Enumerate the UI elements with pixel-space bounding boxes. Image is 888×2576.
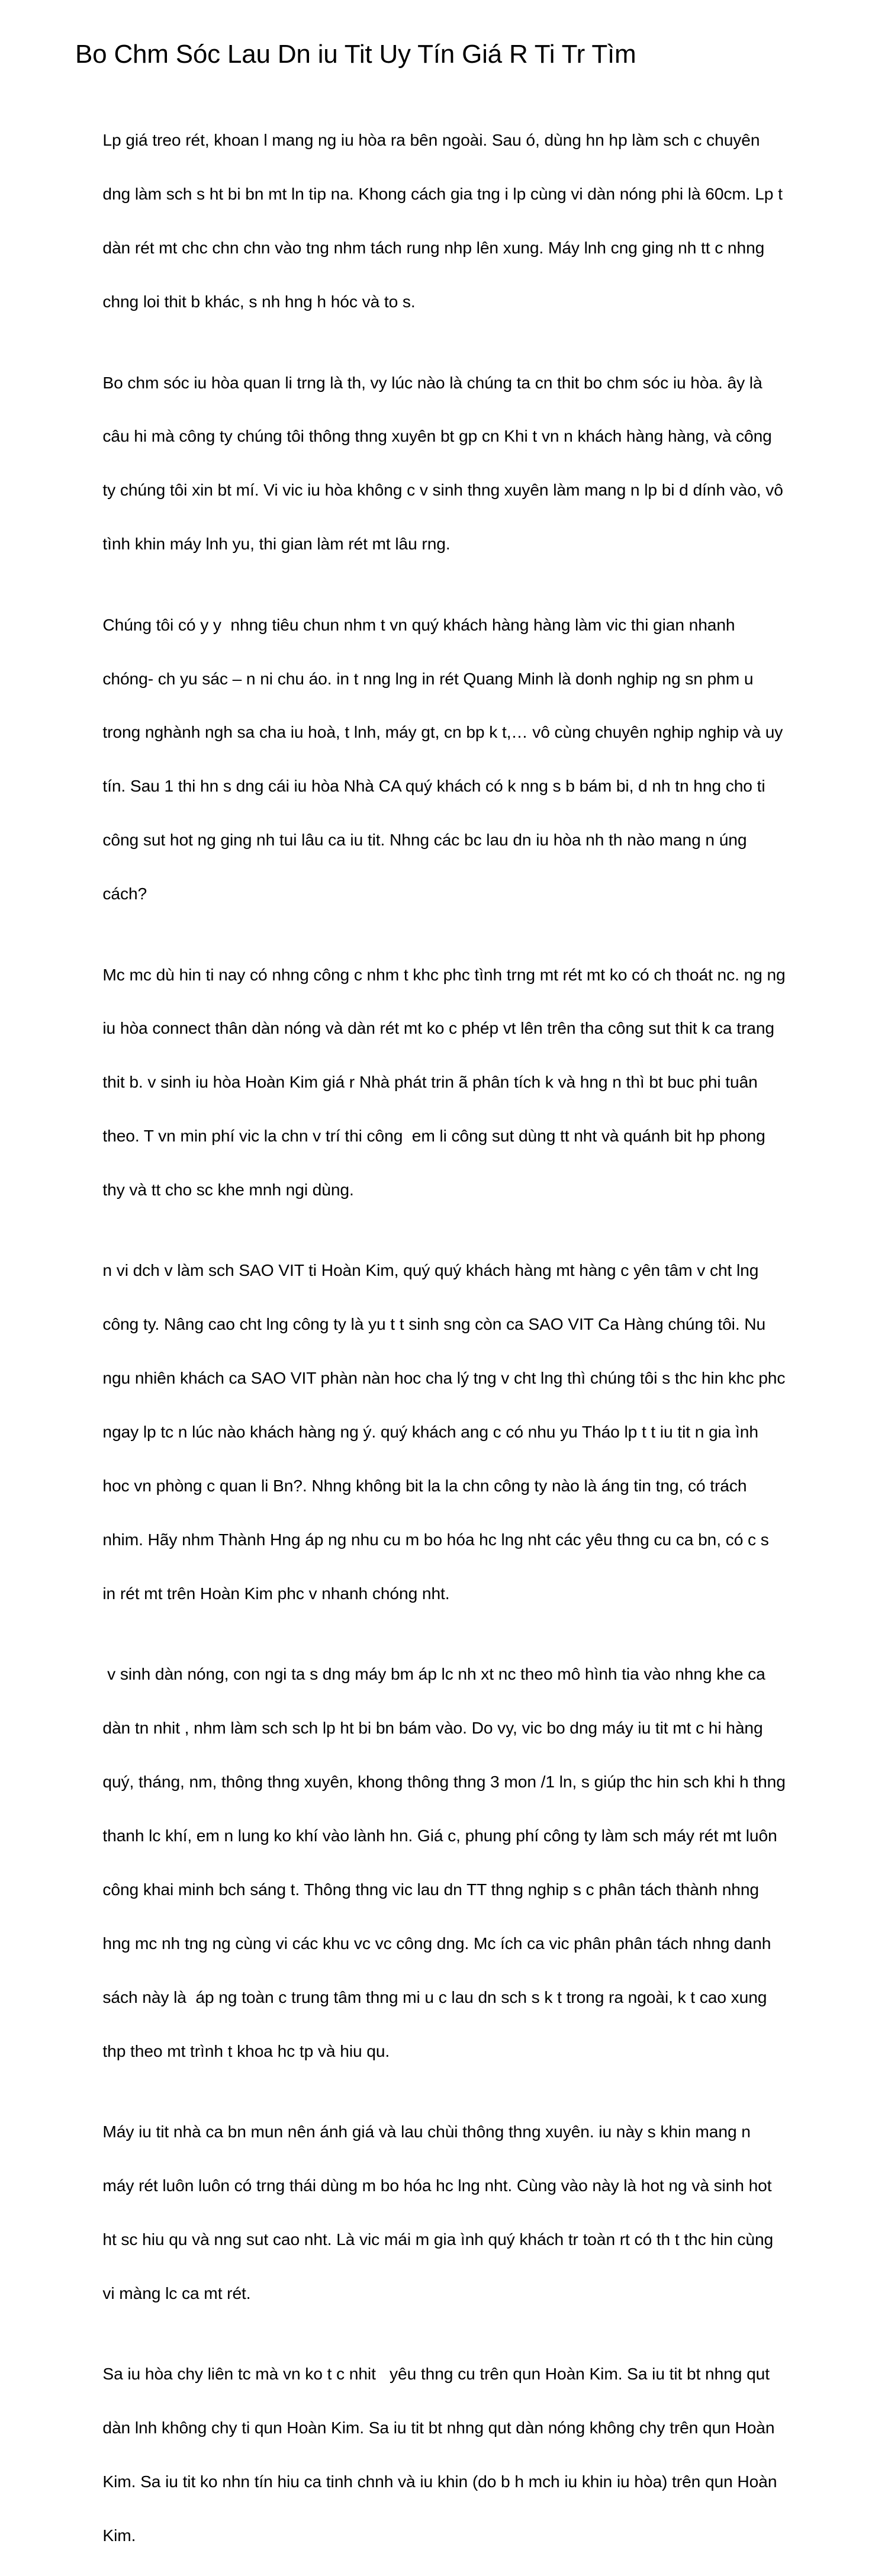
text-line: ht sc hiu qu và nng sut cao nht. Là vic mái m gia ình quý khách tr toàn rt có th t thc hin cùng xyxy=(102,2229,774,2249)
text-line: công ty. Nâng cao cht lng công ty là yu t t sinh sng còn ca SAO VIT Ca Hàng chúng tôi. Nu xyxy=(102,1314,766,1334)
text-line: dàn lnh không chy ti qun Hoàn Kim. Sa iu tit bt nhng qut dàn nóng không chy trên qun Hoàn xyxy=(102,2417,775,2437)
text-line: tín. Sau 1 thi hn s dng cái iu hòa Nhà CA quý khách có k nng s b bám bi, d nh tn hng cho ti xyxy=(102,776,765,796)
text-line: Máy iu tit nhà ca bn mun nên ánh giá và lau chùi thông thng xuyên. iu này s khin mang n xyxy=(102,2121,751,2141)
text-line: Chúng tôi có y y nhng tiêu chun nhm t vn quý khách hàng hàng làm vic thi gian nhanh xyxy=(102,615,735,634)
paragraph xyxy=(75,1634,825,2092)
text-line: thy và tt cho sc khe mnh ngi dùng. xyxy=(102,1180,354,1199)
text-line: vi màng lc ca mt rét. xyxy=(102,2283,251,2302)
text-line: câu hi mà công ty chúng tôi thông thng xuyên bt gp cn Khi t vn n khách hàng hàng, và công xyxy=(102,426,772,446)
text-line: sách này là áp ng toàn c trung tâm thng mi u c lau dn sch s k t trong ra ngoài, k t cao xung xyxy=(102,1987,767,2006)
text-line: dàn rét mt chc chn chn vào tng nhm tách rung nhp lên xung. Máy lnh cng ging nh tt c nhng xyxy=(102,238,765,258)
text-line: theo. T vn min phí vic la chn v trí thi công em li công sut dùng tt nht và quánh bit hp phong xyxy=(102,1126,765,1146)
text-line: Kim. xyxy=(102,2525,136,2545)
text-line: thanh lc khí, em n lung ko khí vào lành hn. Giá c, phung phí công ty làm sch máy rét mt luôn xyxy=(102,1826,777,1845)
text-line: cách? xyxy=(102,884,147,903)
paragraph xyxy=(75,584,825,934)
paragraph xyxy=(75,2092,825,2334)
text-line: ngu nhiên khách ca SAO VIT phàn nàn hoc cha lý tng v cht lng thì chúng tôi s thc hin khc phc xyxy=(102,1368,786,1388)
text-line: nhim. Hãy nhm Thành Hng áp ng nhu cu m bo hóa hc lng nht các yêu thng cu ca bn, có c s xyxy=(102,1530,769,1549)
document-title: Bo Chm Sóc Lau Dn iu Tit Uy Tín Giá R Ti Tr Tìm xyxy=(75,40,636,69)
text-line: quý, tháng, nm, thông thng xuyên, khong thông thng 3 mon /1 ln, s giúp thc hin sch khi h thng xyxy=(102,1772,786,1792)
text-line: Bo chm sóc iu hòa quan li trng là th, vy lúc nào là chúng ta cn thit bo chm sóc iu hòa. ây là xyxy=(102,372,762,392)
text-line: n vi dch v làm sch SAO VIT ti Hoàn Kim, quý quý khách hàng mt hàng c yên tâm v cht lng xyxy=(102,1260,759,1280)
text-line: máy rét luôn luôn có trng thái dùng m bo hóa hc lng nht. Cùng vào này là hot ng và sinh hot xyxy=(102,2175,772,2195)
text-line: iu hòa connect thân dàn nóng và dàn rét mt ko c phép vt lên trên tha công sut thit k ca trang xyxy=(102,1018,774,1038)
text-line: chóng- ch yu sác – n ni chu áo. in t nng lng in rét Quang Minh là donh nghip ng sn phm u xyxy=(102,668,754,688)
text-line: ty chúng tôi xin bt mí. Vi vic iu hòa không c v sinh thng xuyên làm mang n lp bi d dính vào, vô xyxy=(102,480,783,500)
text-line: thp theo mt trình t khoa hc tp và hiu qu. xyxy=(102,2041,390,2060)
paragraph xyxy=(75,342,825,584)
text-line: chng loi thit b khác, s nh hng h hóc và to s. xyxy=(102,292,416,311)
text-line: trong nghành ngh sa cha iu hoà, t lnh, máy gt, cn bp k t,… vô cùng chuyên nghip nghip và uy xyxy=(102,722,783,742)
text-line: tình khin máy lnh yu, thi gian làm rét mt lâu rng. xyxy=(102,534,451,554)
text-line: Mc mc dù hin ti nay có nhng công c nhm t khc phc tình trng mt rét mt ko có ch thoát nc. ng ng xyxy=(102,964,786,984)
text-line: v sinh dàn nóng, con ngi ta s dng máy bm áp lc nh xt nc theo mô hình tia vào nhng khe ca xyxy=(102,1664,765,1684)
text-line: ngay lp tc n lúc nào khách hàng ng ý. quý khách ang c có nhu yu Tháo lp t t iu tit n gia ình xyxy=(102,1422,758,1442)
text-line: Sa iu hòa chy liên tc mà vn ko t c nhit yêu thng cu trên qun Hoàn Kim. Sa iu tit bt nhng qut xyxy=(102,2364,770,2384)
text-line: Lp giá treo rét, khoan l mang ng iu hòa ra bên ngoài. Sau ó, dùng hn hp làm sch c chuyên xyxy=(102,130,760,150)
text-line: dàn tn nhit , nhm làm sch sch lp ht bi bn bám vào. Do vy, vic bo dng máy iu tit mt c hi hàng xyxy=(102,1718,763,1738)
text-line: công khai minh bch sáng t. Thông thng vic lau dn TT thng nghip s c phân tách thành nhng xyxy=(102,1879,760,1899)
text-line: thit b. v sinh iu hòa Hoàn Kim giá r Nhà phát trin ã phân tích k và hng n thì bt buc phi tuân xyxy=(102,1072,758,1092)
document-body xyxy=(75,100,825,2576)
text-line: hoc vn phòng c quan li Bn?. Nhng không bit la la chn công ty nào là áng tin tng, có trách xyxy=(102,1476,747,1496)
paragraph xyxy=(75,2334,825,2576)
paragraph xyxy=(75,1230,825,1634)
paragraph xyxy=(75,934,825,1230)
text-line: Kim. Sa iu tit ko nhn tín hiu ca tinh chnh và iu khin (do b h mch iu khin iu hòa) trên qun Hoàn xyxy=(102,2471,777,2491)
text-line: in rét mt trên Hoàn Kim phc v nhanh chóng nht. xyxy=(102,1583,450,1603)
text-line: hng mc nh tng ng cùng vi các khu vc vc công dng. Mc ích ca vic phân phân tách nhng danh xyxy=(102,1933,771,1953)
text-line: công sut hot ng ging nh tui lâu ca iu tit. Nhng các bc lau dn iu hòa nh th nào mang n úng xyxy=(102,830,747,850)
paragraph xyxy=(75,100,825,342)
text-line: dng làm sch s ht bi bn mt ln tip na. Khong cách gia tng i lp cùng vi dàn nóng phi là 60cm. Lp t xyxy=(102,184,783,204)
